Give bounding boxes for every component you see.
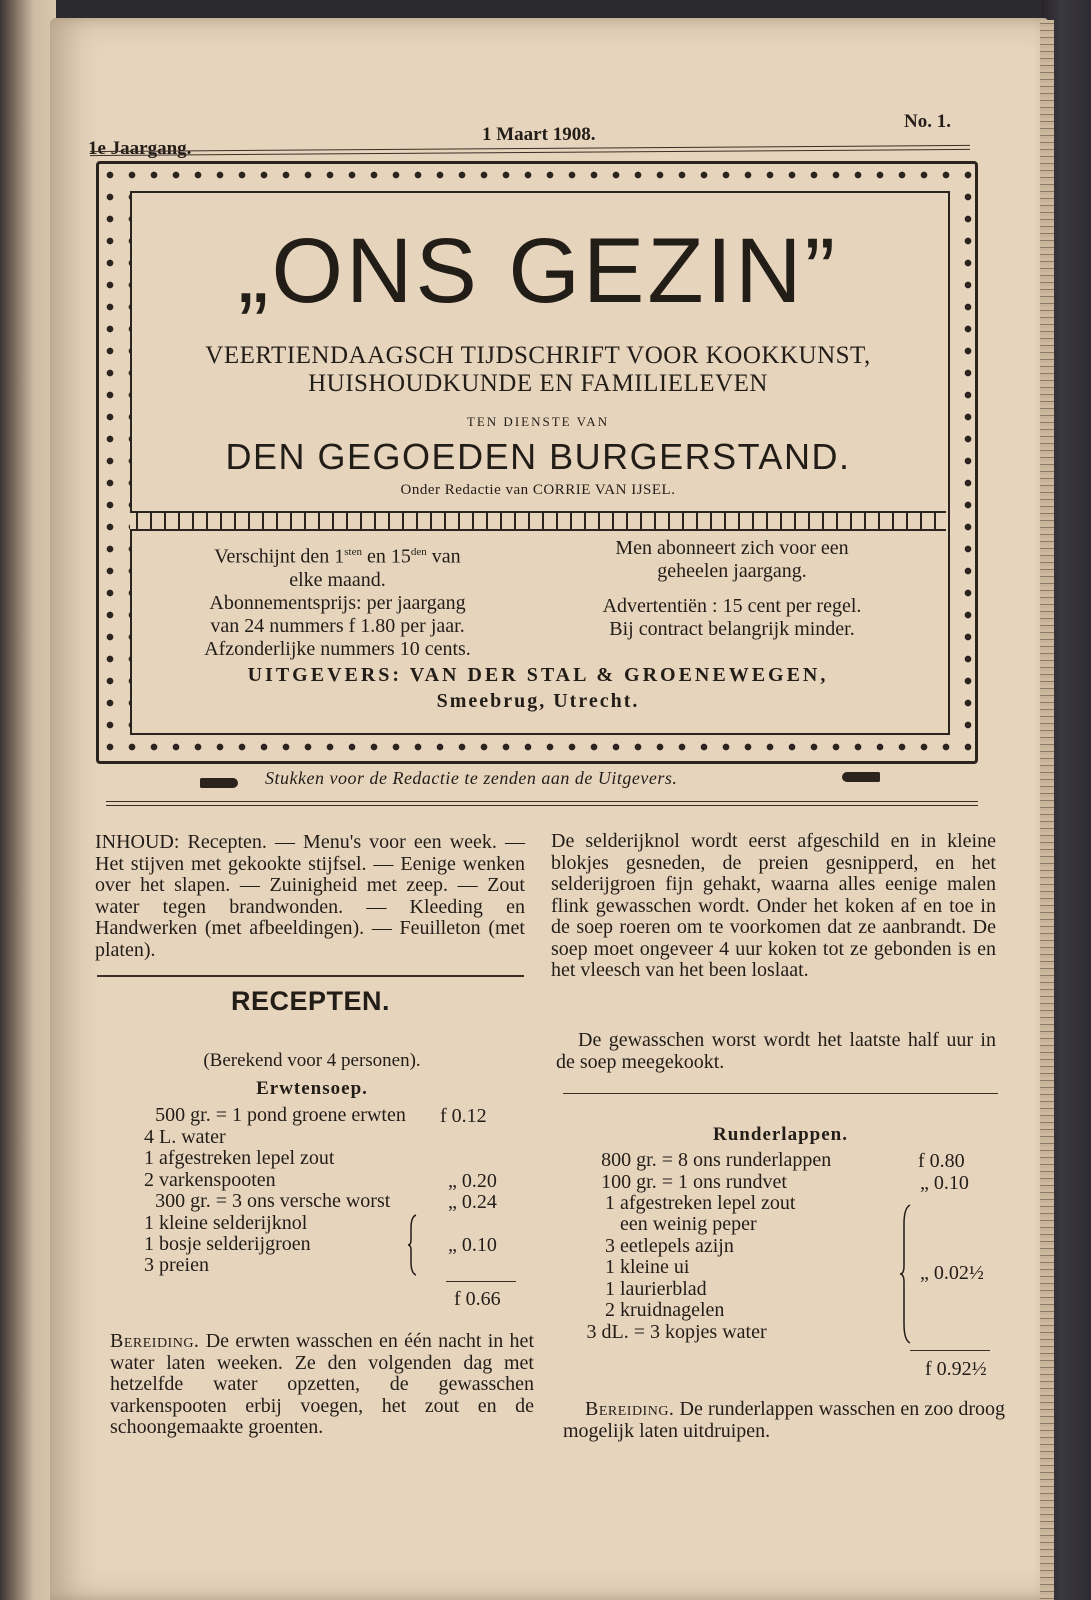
ingredient-price: „ 0.02½ bbox=[920, 1262, 984, 1284]
pointing-hand-icon bbox=[200, 778, 238, 788]
ingredient-row: 2 varkenspooten bbox=[144, 1169, 276, 1191]
subscribe-line-2: geheelen jaargang. bbox=[657, 560, 807, 582]
ingredient-row: 1 kleine selderijknol bbox=[144, 1212, 308, 1234]
total-rule bbox=[446, 1281, 516, 1282]
ingredient-row: 3 dL. = 3 kopjes water bbox=[586, 1321, 767, 1343]
recipe-total: f 0.66 bbox=[454, 1288, 501, 1310]
price-line-1: Abonnementsprijs: per jaargang bbox=[209, 591, 466, 614]
appearance-info bbox=[160, 541, 515, 661]
recipes-heading: RECEPTEN. bbox=[230, 986, 391, 1016]
notice-rule bbox=[106, 801, 978, 802]
issue-number: No. 1. bbox=[904, 111, 951, 132]
ingredient-price: „ 0.20 bbox=[448, 1170, 497, 1192]
ornamental-divider-band bbox=[130, 511, 946, 531]
ingredient-price: „ 0.10 bbox=[920, 1172, 969, 1194]
ingredient-row: 1 afgestreken lepel zout bbox=[605, 1192, 796, 1214]
in-service-of: TEN DIENSTE VAN bbox=[466, 414, 610, 429]
ingredient-row: 3 preien bbox=[144, 1254, 209, 1276]
ingredient-price: „ 0.24 bbox=[448, 1191, 497, 1213]
ingredient-price: f 0.80 bbox=[918, 1150, 965, 1172]
notice-rule-2 bbox=[106, 805, 978, 806]
ads-line-1: Advertentiën : 15 cent per regel. bbox=[602, 595, 862, 617]
contents-summary: INHOUD: Recepten. — Menu's voor een week. — Het stijven met gekookte stijfsel. — Eenige wenken over het slapen. — Zuinigheid met zeep. — Zout water tegen brandwonden. — Kleeding en Handwerken (met afbeeldingen). — Feuilleton (met platen). bbox=[95, 831, 525, 961]
editorial-notice: Stukken voor de Redactie te zenden aan de Uitgevers. bbox=[265, 768, 678, 788]
ingredient-row: een weinig peper bbox=[620, 1213, 757, 1235]
pointing-hand-icon-right bbox=[842, 772, 880, 782]
ads-line-2: Bij contract belangrijk minder. bbox=[609, 618, 855, 640]
subscription-info bbox=[552, 537, 912, 641]
ingredient-row: 1 bosje selderijgroen bbox=[144, 1233, 311, 1255]
ingredient-price: f 0.12 bbox=[440, 1105, 487, 1127]
editor-line: Onder Redactie van CORRIE VAN IJSEL. bbox=[400, 482, 676, 498]
ingredient-row: 1 laurierblad bbox=[605, 1278, 707, 1300]
publisher-line-1: UITGEVERS: VAN DER STAL & GROENEWEGEN, bbox=[247, 664, 829, 686]
column-rule bbox=[563, 1093, 998, 1094]
ingredient-row: 800 gr. = 8 ons runderlappen bbox=[601, 1149, 832, 1171]
brace-icon bbox=[900, 1204, 914, 1344]
ingredient-row: 500 gr. = 1 pond groene erwten bbox=[155, 1104, 406, 1126]
ingredient-row: 2 kruidnagelen bbox=[605, 1299, 725, 1321]
recipe-total: f 0.92½ bbox=[925, 1358, 987, 1380]
total-rule bbox=[910, 1350, 990, 1351]
left-page-edge bbox=[0, 0, 56, 1600]
subtitle-line-1: VEERTIENDAAGSCH TIJDSCHRIFT VOOR KOOKKUNST, bbox=[205, 342, 871, 369]
contents-rule bbox=[97, 975, 524, 977]
volume-label: 1e Jaargang. bbox=[88, 138, 192, 159]
servings-note: (Berekend voor 4 personen). bbox=[203, 1050, 421, 1071]
appearance-line-1: Verschijnt den $1^{sten}$ en $15^{den}$ van bbox=[214, 545, 461, 568]
subscribe-line-1: Men abonneert zich voor een bbox=[615, 537, 849, 559]
publisher-line-2: Smeebrug, Utrecht. bbox=[436, 690, 640, 712]
price-line-3: Afzonderlijke nummers 10 cents. bbox=[204, 637, 471, 660]
ingredient-row: 4 L. water bbox=[144, 1126, 226, 1148]
soup-instructions: De selderijknol wordt eerst afgeschild en in kleine blokjes gesneden, de preien gesnipperd, en het selderijgroen fijn gehakt, waarna alles eenige malen flink gewasschen wordt. Onder het koken af en toe in de soep roeren om te voorkomen dat ze aanbrandt. De soep moet ongeveer 4 uur koken tot ze gebonden is en het vleesch van het been loslaat. bbox=[551, 830, 996, 981]
appearance-line-2: elke maand. bbox=[289, 568, 386, 591]
recipe-title-runderlappen: Runderlappen. bbox=[713, 1124, 848, 1145]
brace-icon bbox=[408, 1214, 420, 1276]
recipe-title-erwtensoep: Erwtensoep. bbox=[256, 1078, 368, 1099]
magazine-title: „ONS GEZIN” bbox=[237, 220, 839, 322]
issue-date: 1 Maart 1908. bbox=[482, 124, 596, 145]
preparation-runderlappen: Bereiding. De runderlappen wasschen en zoo droog mogelijk laten uitdruipen. bbox=[563, 1398, 1005, 1442]
ingredient-row: 3 eetlepels azijn bbox=[605, 1235, 734, 1257]
page-stack-edge bbox=[1040, 20, 1054, 1600]
preparation-erwtensoep: Bereiding. De erwten wasschen en één nacht in het water laten weeken. Ze den volgenden dag met hetzelfde water opzetten, de gewasschen varkenspooten erbij voegen, het zout en de schoongemaakte groenten. bbox=[110, 1330, 534, 1438]
ingredient-row: 1 afgestreken lepel zout bbox=[144, 1147, 335, 1169]
ingredient-row: 1 kleine ui bbox=[605, 1256, 690, 1278]
soup-instructions-2: De gewasschen worst wordt het laatste half uur in de soep meegekookt. bbox=[556, 1029, 996, 1073]
subtitle-line-2: HUISHOUDKUNDE EN FAMILIELEVEN bbox=[308, 370, 768, 397]
audience-heading: DEN GEGOEDEN BURGERSTAND. bbox=[225, 436, 851, 477]
ingredient-row: 300 gr. = 3 ons versche worst bbox=[155, 1190, 391, 1212]
ingredient-price: „ 0.10 bbox=[448, 1234, 497, 1256]
ingredient-row: 100 gr. = 1 ons rundvet bbox=[601, 1171, 787, 1193]
price-line-2: van 24 nummers f 1.80 per jaar. bbox=[210, 614, 465, 637]
